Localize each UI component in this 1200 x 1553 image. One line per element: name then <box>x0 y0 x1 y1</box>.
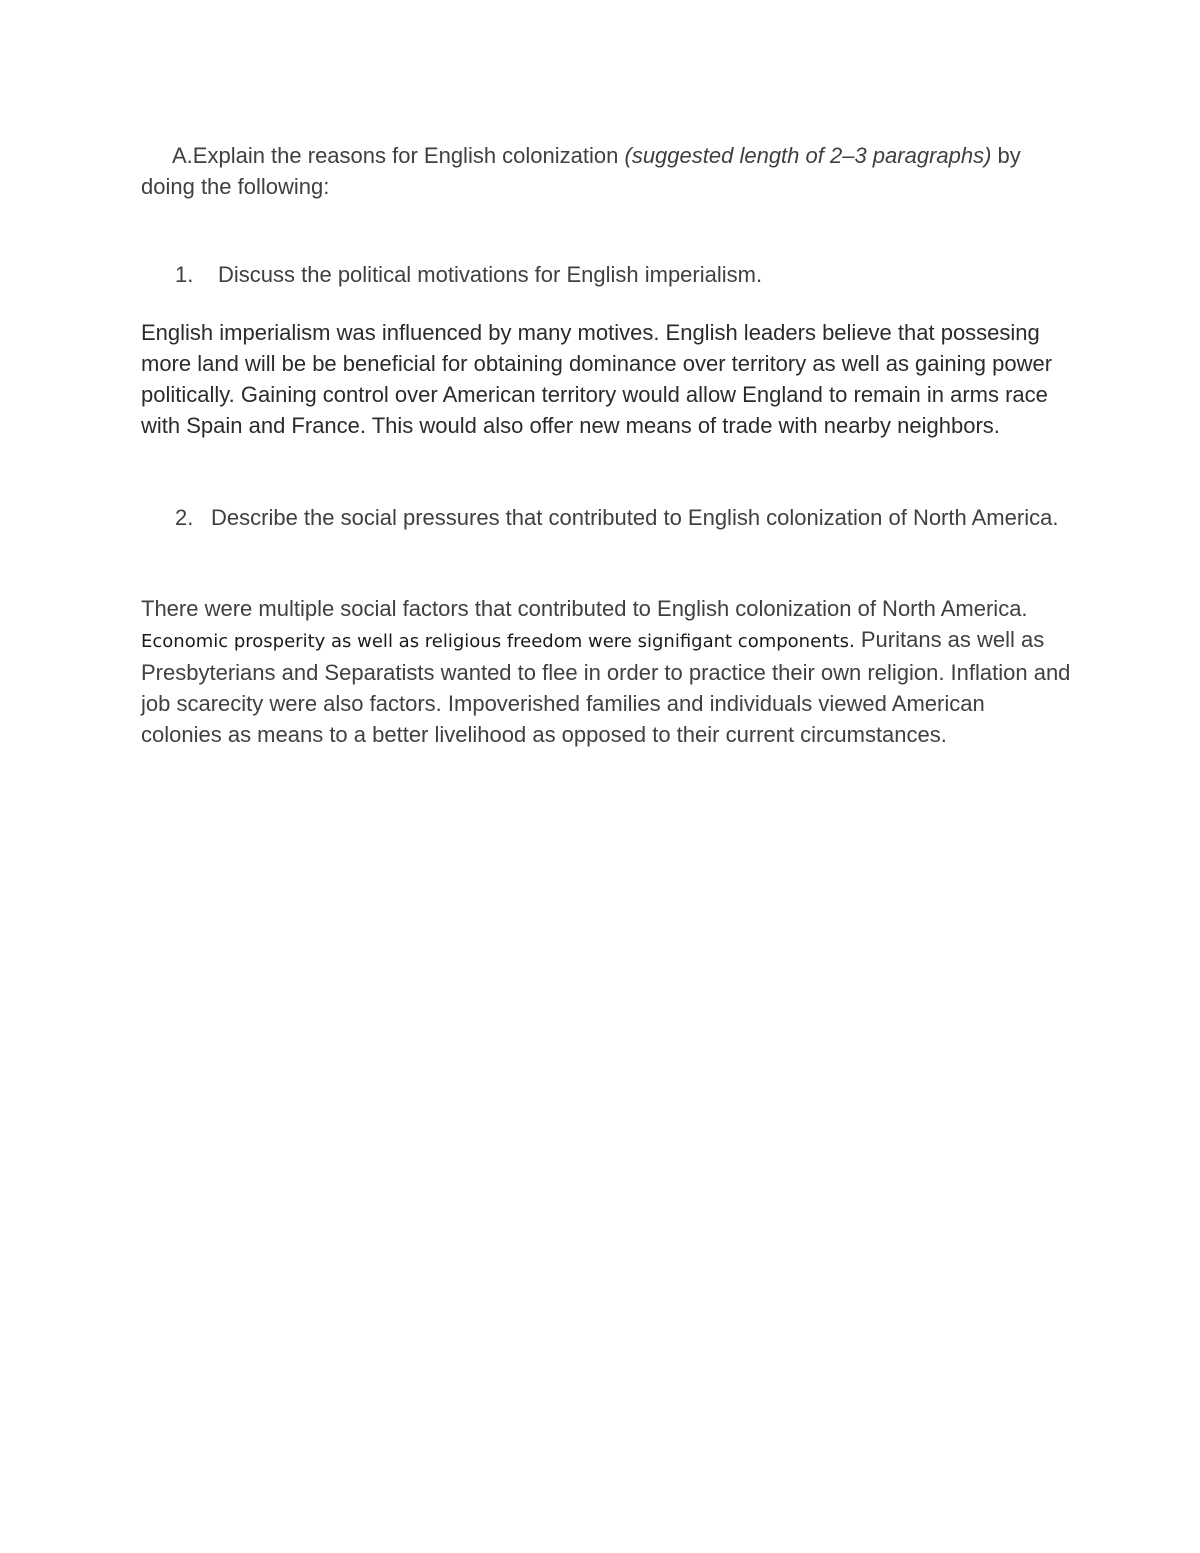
question-2 <box>175 502 1065 533</box>
answer-2-lead: There were multiple social factors that contributed to English colonization of North America. <box>141 596 1028 621</box>
prompt-length-note: (suggested length of 2–3 paragraphs) <box>624 143 992 168</box>
answer-1: English imperialism was influenced by many motives. English leaders believe that possesing more land will be be beneficial for obtaining dominance over territory as well as gaining power politically. Gaining control over American territory would allow England to remain in arms race with Spain and France. This would also offer new means of trade with nearby neighbors. <box>141 320 1053 438</box>
answer-2-highlight: Economic prosperity as well as religious freedom were signifigant components. <box>141 631 855 652</box>
answer-2 <box>141 593 1071 750</box>
prompt-continuation: by doing the following: <box>141 143 1021 199</box>
assignment-prompt <box>141 140 1071 202</box>
prompt-label: A.Explain the reasons for English colonization <box>172 143 619 168</box>
question-1-number: 1. <box>175 262 194 287</box>
answer-2-rest: Puritans as well as Presbyterians and Separatists wanted to flee in order to practice their own religion. Inflation and job scarecity were also factors. Impoverished families and individuals viewed American colonies as means to a better livelihood as opposed to their current circumstances. <box>141 627 1071 747</box>
question-2-number: 2. <box>175 505 194 530</box>
question-1 <box>175 259 1065 290</box>
question-2-text: Describe the social pressures that contributed to English colonization of North America. <box>211 505 1059 530</box>
question-1-text: Discuss the political motivations for English imperialism. <box>218 262 763 287</box>
